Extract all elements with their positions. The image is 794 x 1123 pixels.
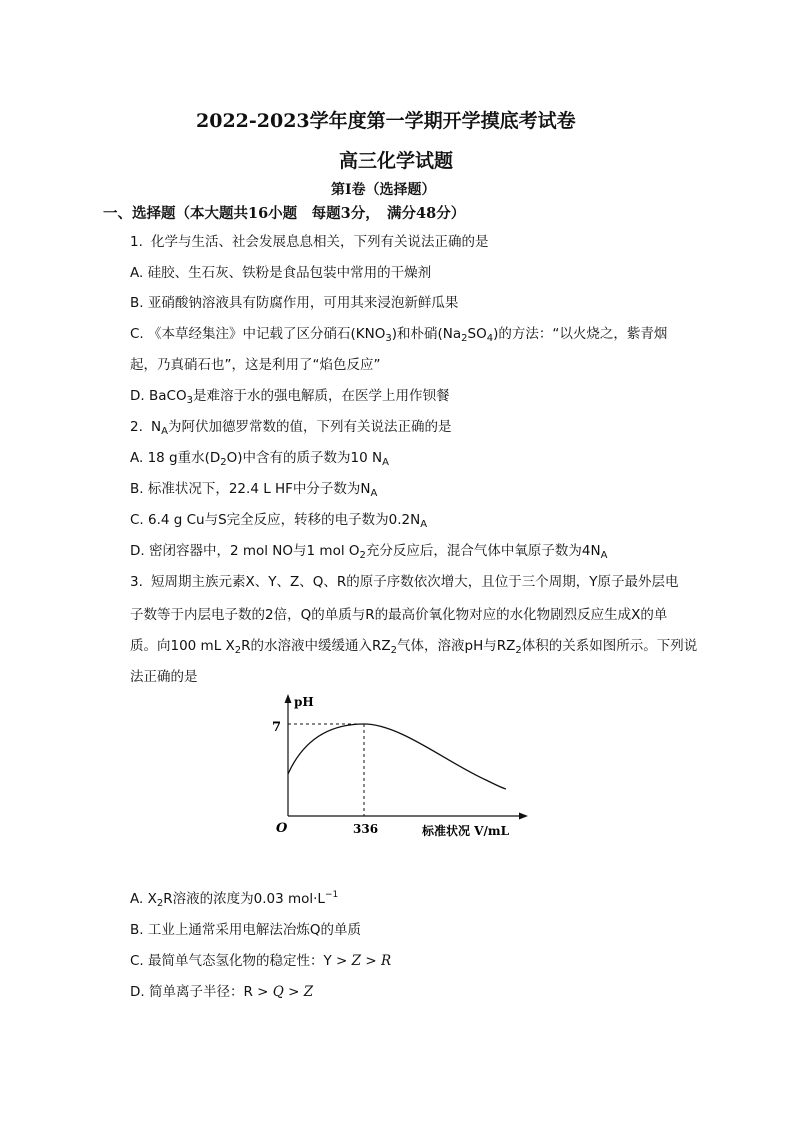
question-number: 1. xyxy=(130,234,143,250)
exam-title: 2022-2023学年度第一学期开学摸底考试卷 xyxy=(196,110,576,132)
q2-option-c: C. 6.4 g Cu与S完全反应，转移的电子数为$0.2N_A$ xyxy=(130,512,428,530)
q3-stem-line4: 法正确的是 xyxy=(130,669,198,685)
question-number: 2. xyxy=(130,419,143,435)
q1-option-c-cont: 起，乃真硝石也”，这是利用了“焰色反应” xyxy=(130,357,381,373)
question-text: 化学与生活、社会发展息息相关，下列有关说法正确的是 xyxy=(151,234,489,250)
ph-volume-chart xyxy=(260,690,540,850)
q3-stem-line3: 质。向100 mL $X_2R$的水溶液中缓缓通入$RZ_2$气体，溶液pH与$RZ_2$体积的关系如图所示。下列说 xyxy=(130,638,698,656)
question-3-stem: 3. 短周期主族元素X、Y、Z、Q、R的原子序数依次增大，且位于三个周期，Y原子最外层电 xyxy=(130,574,679,590)
q2-option-a: A. 18 g重水$(D_2O)$中含有的质子数为10 $N_A$ xyxy=(130,450,389,468)
y-tick-label: 7 xyxy=(272,720,282,735)
part-heading: 第Ⅰ卷（选择题） xyxy=(331,182,436,198)
x-axis-label: 标准状况 V/mL xyxy=(422,824,510,838)
origin-label: O xyxy=(276,821,288,836)
q1-option-a: A. 硅胶、生石灰、铁粉是食品包装中常用的干燥剂 xyxy=(130,265,432,281)
q2-option-b: B. 标准状况下，22.4 L HF中分子数为$N_A$ xyxy=(130,481,378,499)
q1-option-b: B. 亚硝酸钠溶液具有防腐作用，可用其来浸泡新鲜瓜果 xyxy=(130,295,459,311)
section-heading: 一、选择题（本大题共16小题 每题3分， 满分48分） xyxy=(103,205,466,222)
x-tick-label: 336 xyxy=(353,822,379,836)
q3-option-d: D. 简单离子半径：R > Q > Z xyxy=(130,984,314,1000)
q3-option-b: B. 工业上通常采用电解法冶炼Q的单质 xyxy=(130,922,361,938)
question-1-stem xyxy=(130,230,489,250)
y-axis-arrow xyxy=(285,694,292,703)
exam-subtitle: 高三化学试题 xyxy=(339,150,454,172)
q2-option-d: D. 密闭容器中，2 mol NO与1 mol $O_2$充分反应后，混合气体中氧原子数为$4N_A$ xyxy=(130,543,608,561)
q1-option-c: C. 《本草经集注》中记载了区分硝石$(KNO_3)$和朴硝$(Na_2SO_4)$的方法：“以火烧之，紫青烟 xyxy=(130,326,668,344)
x-axis-arrow xyxy=(519,813,528,820)
question-2-stem: 2. $N_A$为阿伏加德罗常数的值，下列有关说法正确的是 xyxy=(130,419,452,437)
q3-option-c: C. 最简单气态氢化物的稳定性：Y > Z > R xyxy=(130,953,392,969)
ph-curve xyxy=(288,724,506,789)
q3-option-a: A. $X_2R$溶液的浓度为0.03 $mol\cdot L^{-1}$ xyxy=(130,890,339,909)
y-axis-label: pH xyxy=(294,695,314,709)
q3-stem-line2: 子数等于内层电子数的2倍，Q的单质与R的最高价氧化物对应的水化物剧烈反应生成X的单 xyxy=(130,607,668,623)
q1-option-d: D. BaCO$_3$是难溶于水的强电解质，在医学上用作钡餐 xyxy=(130,388,450,406)
question-number: 3. xyxy=(130,574,143,590)
